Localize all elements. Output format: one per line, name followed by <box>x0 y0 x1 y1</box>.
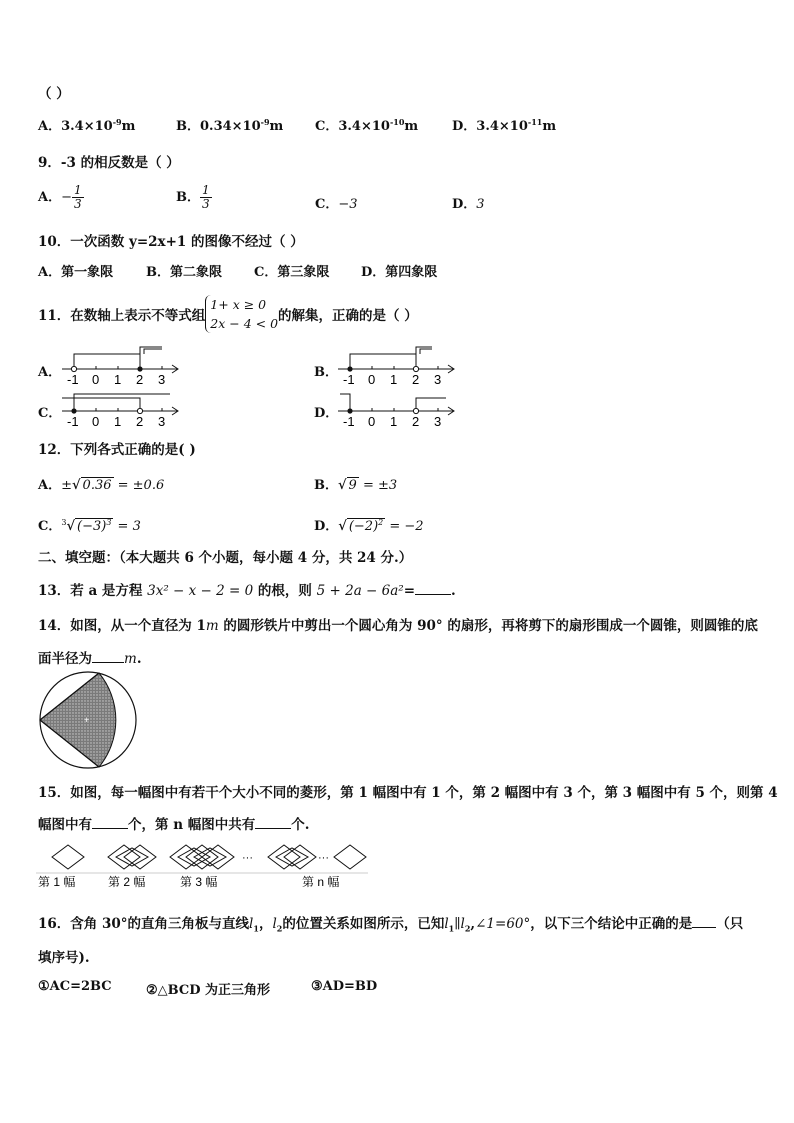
q8-option-a: A．$3.4\times 10^{-9}m$ <box>38 117 136 134</box>
answer-blank <box>255 828 291 829</box>
q15-rhombus-figure <box>36 840 368 890</box>
tick-label: 1 <box>114 414 122 428</box>
tick-label: 3 <box>434 414 442 428</box>
q11-stem: 11．在数轴上表示不等式组 1+ x ≥ 0 2x − 4 < 0 的解集，正确的是（ ） <box>38 297 418 331</box>
q11-option-d-label: D． <box>314 406 339 421</box>
section-heading: 二、填空题：（本大题共 6 个小题，每小题 4 分，共 24 分.） <box>38 550 413 566</box>
q11-numberline-c <box>58 384 183 428</box>
tick-label: 0 <box>92 372 100 386</box>
svg-text:+: + <box>84 715 90 725</box>
q11-numberline-a <box>58 342 183 386</box>
q16-line2: 填序号). <box>38 950 90 966</box>
caption-n: 第 n 幅 <box>302 875 340 889</box>
tick-label: -1 <box>343 372 355 386</box>
q12-option-a: A．±√ 0.36 = ±0.6 <box>38 478 165 493</box>
tick-label: 2 <box>136 372 144 386</box>
q14-sector-figure <box>36 670 140 770</box>
tick-label: 2 <box>136 414 144 428</box>
tick-label: 2 <box>412 372 420 386</box>
tick-label: 1 <box>390 372 398 386</box>
tick-label: 0 <box>92 414 100 428</box>
caption-2: 第 2 幅 <box>108 875 146 889</box>
answer-blank <box>92 828 128 829</box>
q10-option-d: D．第四象限 <box>361 265 438 280</box>
q16-choice-2: ②△BCD 为正三角形 <box>146 983 271 998</box>
tick-label: 1 <box>390 414 398 428</box>
q11-option-b-label: B． <box>314 365 338 380</box>
q8-paren: （ ） <box>38 86 70 102</box>
q11-option-a-label: A． <box>38 365 62 380</box>
q9-option-b: B． $\frac{1}{3}$ <box>176 183 210 211</box>
tick-label: 2 <box>412 414 420 428</box>
ellipsis: ··· <box>242 852 253 864</box>
q8-option-d: D．$3.4\times 10^{-11}m$ <box>452 117 557 134</box>
q12-option-b: B．√ 9 = ±3 <box>314 478 398 493</box>
caption-1: 第 1 幅 <box>38 875 76 889</box>
q16-choice-3: ③AD=BD <box>311 979 378 994</box>
q12-stem: 12．下列各式正确的是( ) <box>38 442 196 458</box>
q12-option-c: C．$^3$√ $(-3)^3 = 3$ <box>38 518 141 534</box>
q9-option-d: D．3 <box>452 197 485 212</box>
q15-line2: 幅图中有 个，第 n 幅图中共有 个. <box>38 817 310 833</box>
q8-option-b: B．$0.34\times 10^{-9}m$ <box>176 117 284 134</box>
answer-blank <box>92 662 124 663</box>
q13-stem: 13．若 a 是方程 3x² − x − 2 = 0 的根，则 5 + 2a − 6a²= . <box>38 583 456 599</box>
tick-label: 3 <box>434 372 442 386</box>
tick-label: 1 <box>114 372 122 386</box>
q11-option-c-label: C． <box>38 406 62 421</box>
q16-choice-1: ①AC=2BC <box>38 979 112 994</box>
q10-option-a: A．第一象限 <box>38 265 114 280</box>
q9-stem: 9．-3 的相反数是（ ） <box>38 155 180 171</box>
tick-label: 3 <box>158 414 166 428</box>
q11-numberline-d <box>334 384 459 428</box>
tick-label: -1 <box>343 414 355 428</box>
answer-blank <box>415 594 451 595</box>
tick-label: 0 <box>368 372 376 386</box>
tick-label: -1 <box>67 372 79 386</box>
q16-line1: 16．含角 30°的直角三角板与直线$l_1$，$l_2$的位置关系如图所示，已知$l_1\parallel l_2,\angle 1=60^\circ$，以下三个结论中正确的是 （只 <box>38 916 744 934</box>
q8-option-c: C．$3.4\times 10^{-10}m$ <box>315 117 419 134</box>
tick-label: -1 <box>67 414 79 428</box>
q10-stem: 10．一次函数 y=2x+1 的图像不经过（ ） <box>38 234 304 250</box>
q10-option-b: B．第二象限 <box>146 265 222 280</box>
q9-option-a: A．− $\frac{1}{3}$ <box>38 183 82 211</box>
ellipsis: ··· <box>318 852 329 864</box>
q14-line2: 面半径为 m. <box>38 651 142 667</box>
inequality-system: 1+ x ≥ 0 2x − 4 < 0 <box>205 295 278 333</box>
q10-option-c: C．第三象限 <box>254 265 330 280</box>
q11-numberline-b <box>334 342 459 386</box>
q14-line1: 14．如图，从一个直径为 1m 的圆形铁片中剪出一个圆心角为 90° 的扇形，再将剪下的扇形围成一个圆锥，则圆锥的底 <box>38 618 758 634</box>
caption-3: 第 3 幅 <box>180 875 218 889</box>
q15-line1: 15．如图，每一幅图中有若干个大小不同的菱形，第 1 幅图中有 1 个，第 2 幅图中有 3 个，第 3 幅图中有 5 个，则第 4 <box>38 785 778 801</box>
q12-option-d: D．√ $(-2)^2 = -2$ <box>314 518 424 534</box>
tick-label: 0 <box>368 414 376 428</box>
tick-label: 3 <box>158 372 166 386</box>
q9-option-c: C．−3 <box>315 197 358 212</box>
answer-blank <box>692 927 716 928</box>
